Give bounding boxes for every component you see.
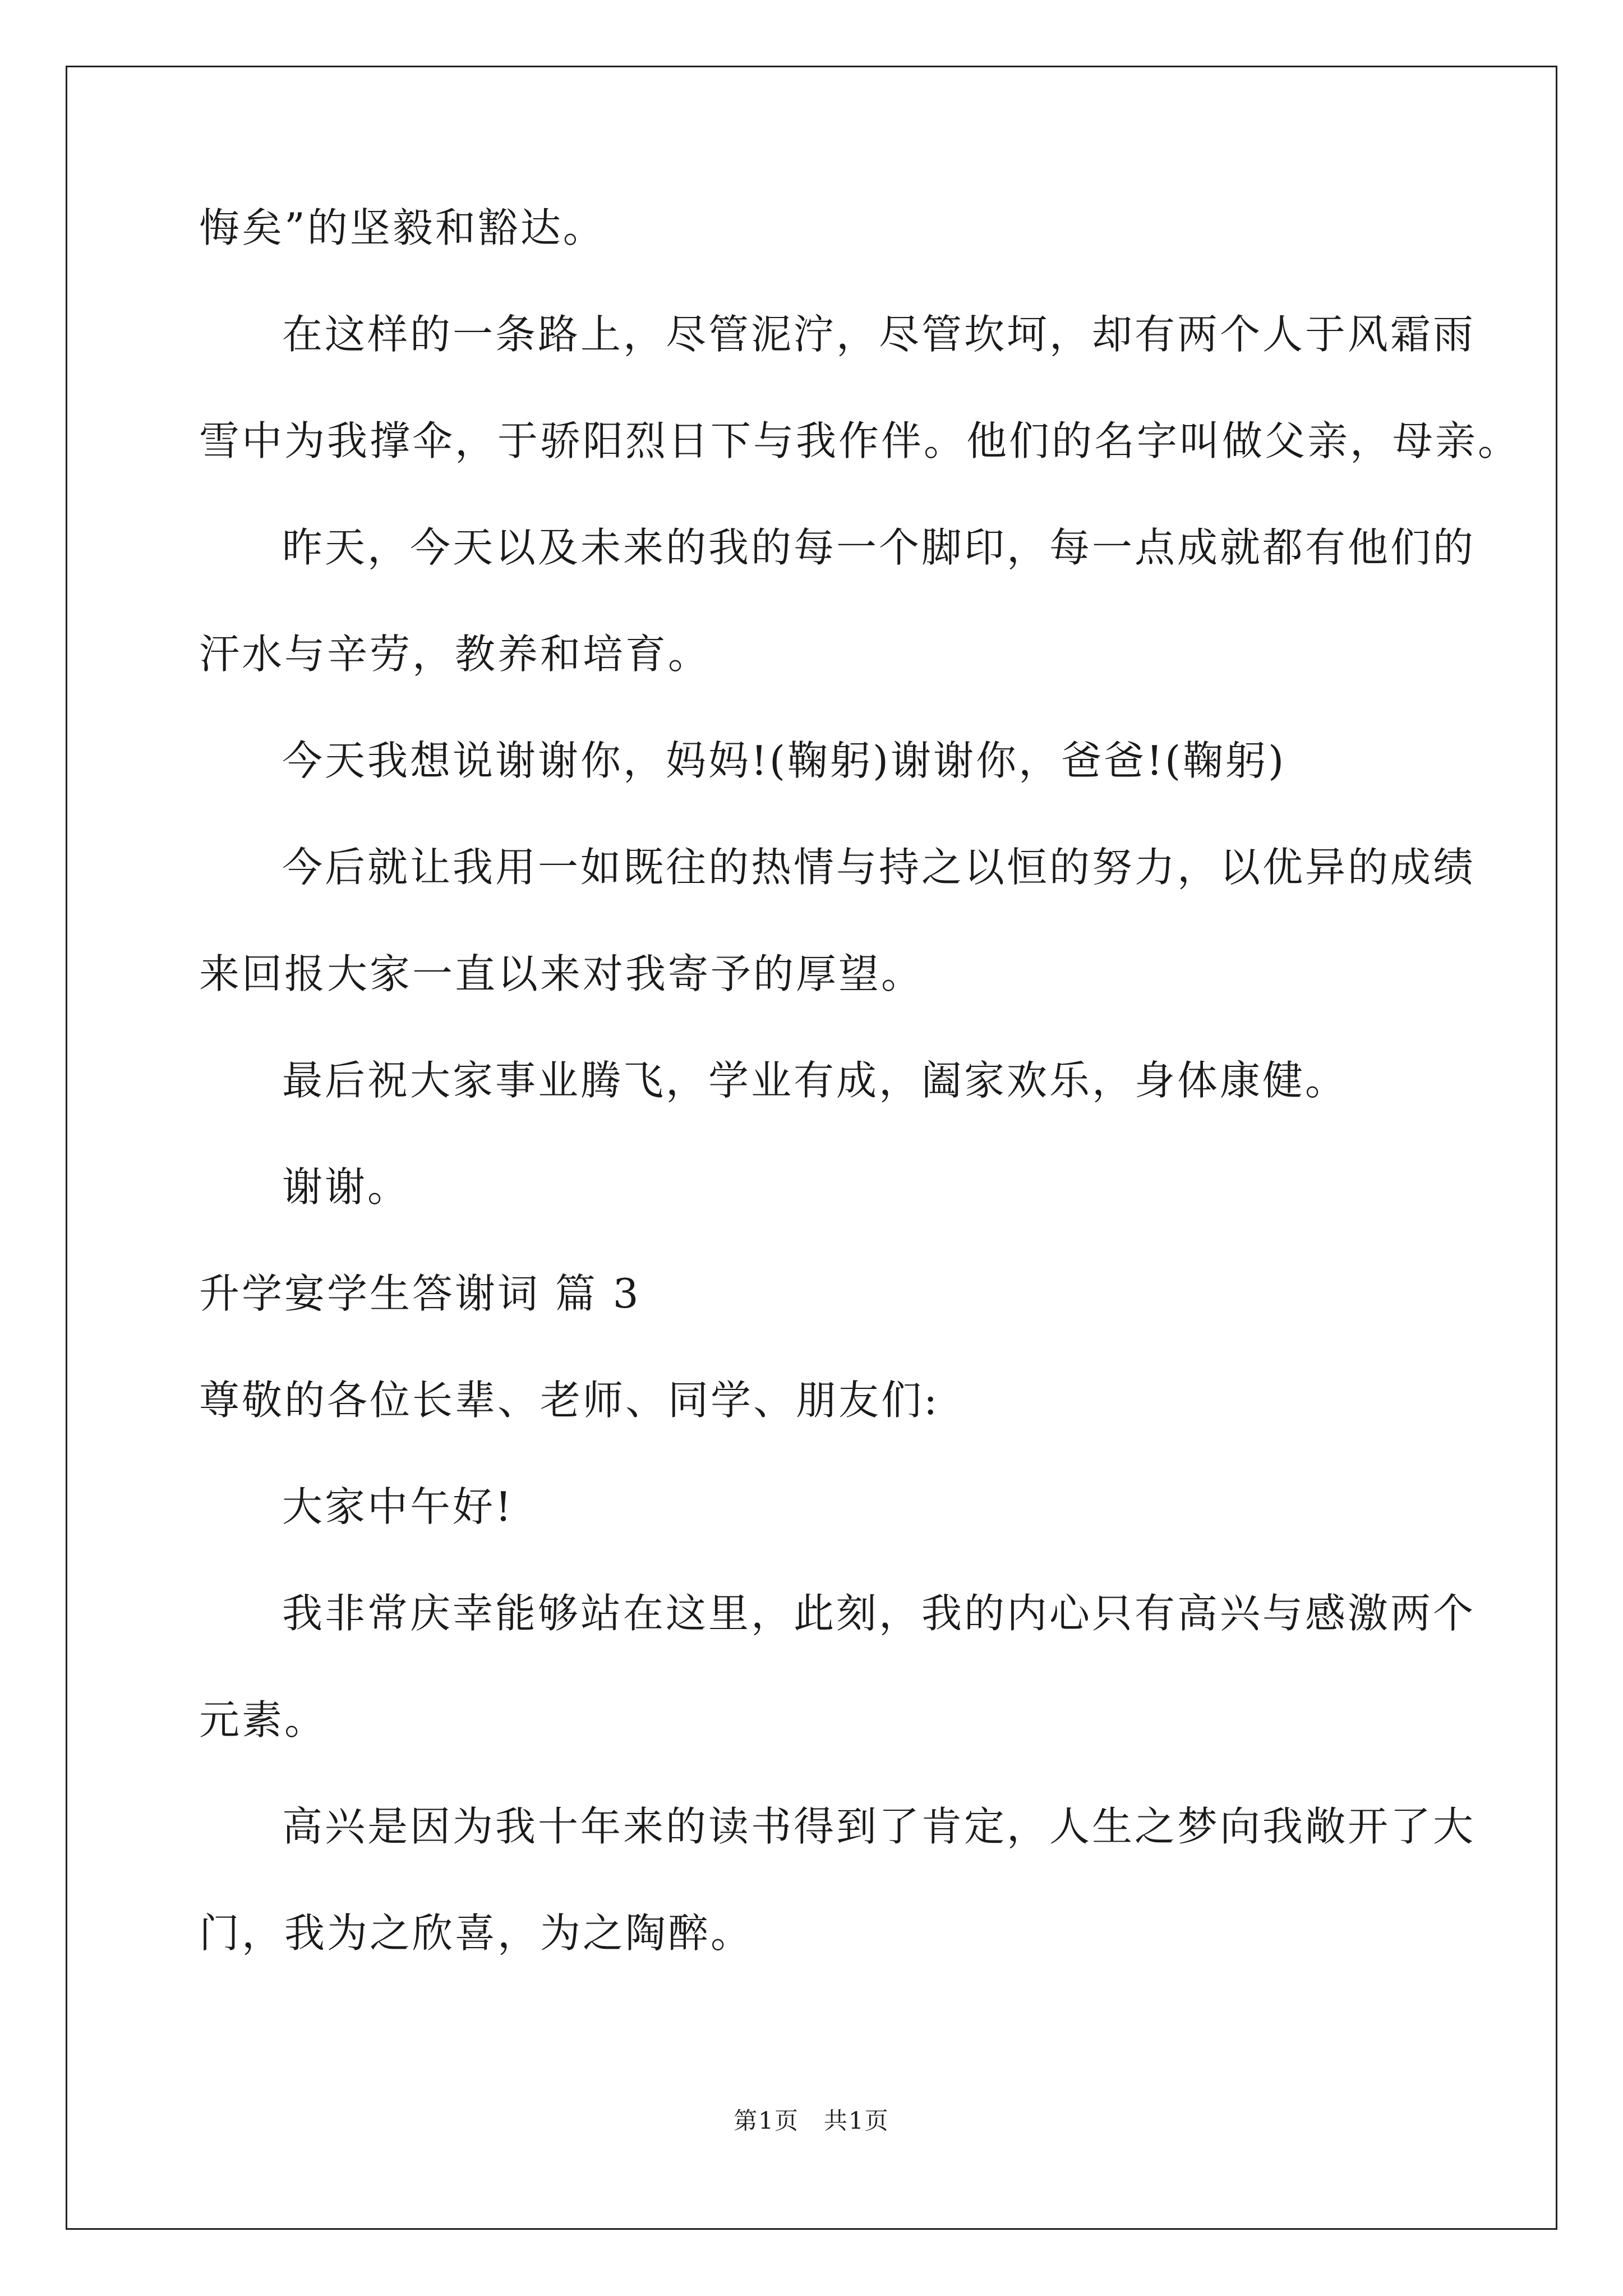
section-heading: 升学宴学生答谢词 篇 3	[199, 1270, 641, 1317]
salutation: 尊敬的各位长辈、老师、同学、朋友们:	[199, 1377, 940, 1424]
paragraph-line: 元素。	[199, 1696, 328, 1743]
paragraph-line: 我非常庆幸能够站在这里，此刻，我的内心只有高兴与感激两个	[282, 1590, 1476, 1637]
page-border	[66, 66, 1557, 2230]
paragraph-line: 在这样的一条路上，尽管泥泞，尽管坎坷，却有两个人于风霜雨	[282, 311, 1476, 358]
paragraph-line: 雪中为我撑伞，于骄阳烈日下与我作伴。他们的名字叫做父亲，母亲。	[199, 417, 1521, 464]
paragraph-line: 今后就让我用一如既往的热情与持之以恒的努力，以优异的成绩	[282, 844, 1476, 891]
paragraph-line: 高兴是因为我十年来的读书得到了肯定，人生之梦向我敞开了大	[282, 1803, 1476, 1850]
paragraph-line: 昨天，今天以及未来的我的每一个脚印，每一点成就都有他们的	[282, 524, 1476, 571]
paragraph-line: 大家中午好!	[282, 1483, 514, 1530]
paragraph-line: 悔矣”的坚毅和豁达。	[199, 204, 606, 251]
paragraph-line: 谢谢。	[282, 1163, 411, 1211]
page-footer: 第1页 共1页	[734, 2107, 889, 2134]
paragraph-line: 门，我为之欣喜，为之陶醉。	[199, 1910, 754, 1957]
paragraph-line: 汗水与辛劳，教养和培育。	[199, 631, 711, 678]
paragraph-line: 最后祝大家事业腾飞，学业有成，阖家欢乐，身体康健。	[282, 1057, 1348, 1104]
paragraph-line: 来回报大家一直以来对我寄予的厚望。	[199, 950, 924, 997]
paragraph-line: 今天我想说谢谢你，妈妈!(鞠躬)谢谢你，爸爸!(鞠躬)	[282, 737, 1287, 784]
